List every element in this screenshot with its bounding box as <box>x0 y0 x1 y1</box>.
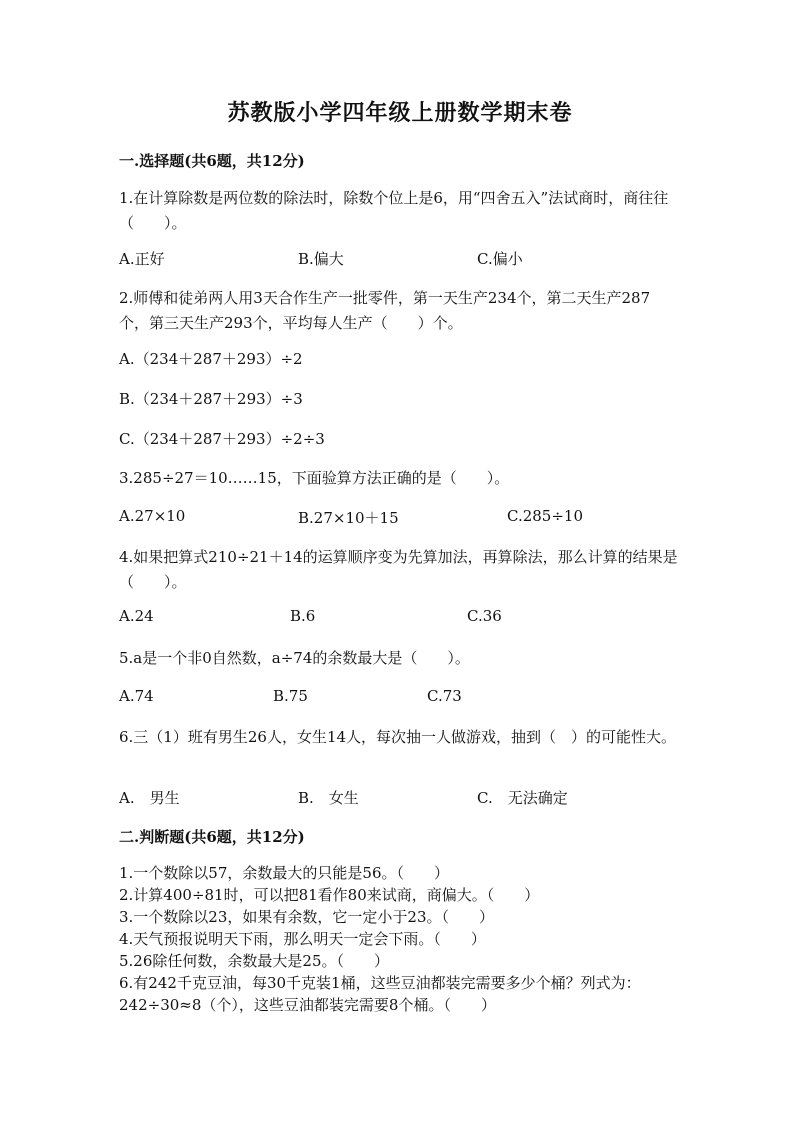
option-c: C.73 <box>427 687 462 705</box>
judgement-item: 1.一个数除以57，余数最大的只能是56。（ ） <box>119 864 449 882</box>
option-b: B.（234＋287＋293）÷3 <box>119 390 303 408</box>
question-stem: 2.师傅和徒弟两人用3天合作生产一批零件，第一天生产234个，第二天生产287个，第三天生产293个，平均每人生产（ ）个。 <box>119 289 651 332</box>
option-c: C. 无法确定 <box>477 789 568 807</box>
question-stem: 6.三（1）班有男生26人，女生14人，每次抽一人做游戏，抽到（ ）的可能性大。 <box>119 728 677 746</box>
option-b: B.偏大 <box>298 250 344 268</box>
question-stem: 3.285÷27＝10……15，下面验算方法正确的是（ ）。 <box>119 469 510 487</box>
question-stem: 4.如果把算式210÷21＋14的运算顺序变为先算加法，再算除法，那么计算的结果是（ ）。 <box>119 548 678 591</box>
judgement-item: 3.一个数除以23，如果有余数，它一定小于23。（ ） <box>119 908 494 926</box>
question-stem: 1.在计算除数是两位数的除法时，除数个位上是6，用“四舍五入”法试商时，商往往（ ）。 <box>119 189 669 232</box>
judgement-item: 6.有242千克豆油，每30千克装1桶，这些豆油都装完需要多少个桶？列式为：242÷30≈8（个），这些豆油都装完需要8个桶。（ ） <box>119 974 641 1014</box>
option-b: B.75 <box>273 687 308 705</box>
judgement-item: 5.26除任何数，余数最大是25。（ ） <box>119 952 389 970</box>
option-c: C.偏小 <box>477 250 523 268</box>
option-a: A.（234＋287＋293）÷2 <box>119 350 303 368</box>
option-c: C.285÷10 <box>507 507 583 525</box>
option-c: C.（234＋287＋293）÷2÷3 <box>119 430 325 448</box>
option-a: A.24 <box>119 607 154 625</box>
option-b: B. 女生 <box>298 789 359 807</box>
section-heading-choice: 一.选择题(共6题，共12分) <box>119 152 305 170</box>
judgement-item: 4.天气预报说明天下雨，那么明天一定会下雨。（ ） <box>119 930 486 948</box>
option-a: A. 男生 <box>119 789 180 807</box>
option-b: B.27×10＋15 <box>298 509 399 527</box>
exam-title: 苏教版小学四年级上册数学期末卷 <box>227 100 573 126</box>
option-a: A.74 <box>119 687 154 705</box>
option-a: A.27×10 <box>119 507 186 525</box>
section-heading-judgement: 二.判断题(共6题，共12分) <box>119 828 305 846</box>
option-a: A.正好 <box>119 250 165 268</box>
question-stem: 5.a是一个非0自然数，a÷74的余数最大是（ ）。 <box>119 649 470 667</box>
option-c: C.36 <box>467 607 502 625</box>
judgement-item: 2.计算400÷81时，可以把81看作80来试商，商偏大。（ ） <box>119 886 540 904</box>
option-b: B.6 <box>290 607 316 625</box>
